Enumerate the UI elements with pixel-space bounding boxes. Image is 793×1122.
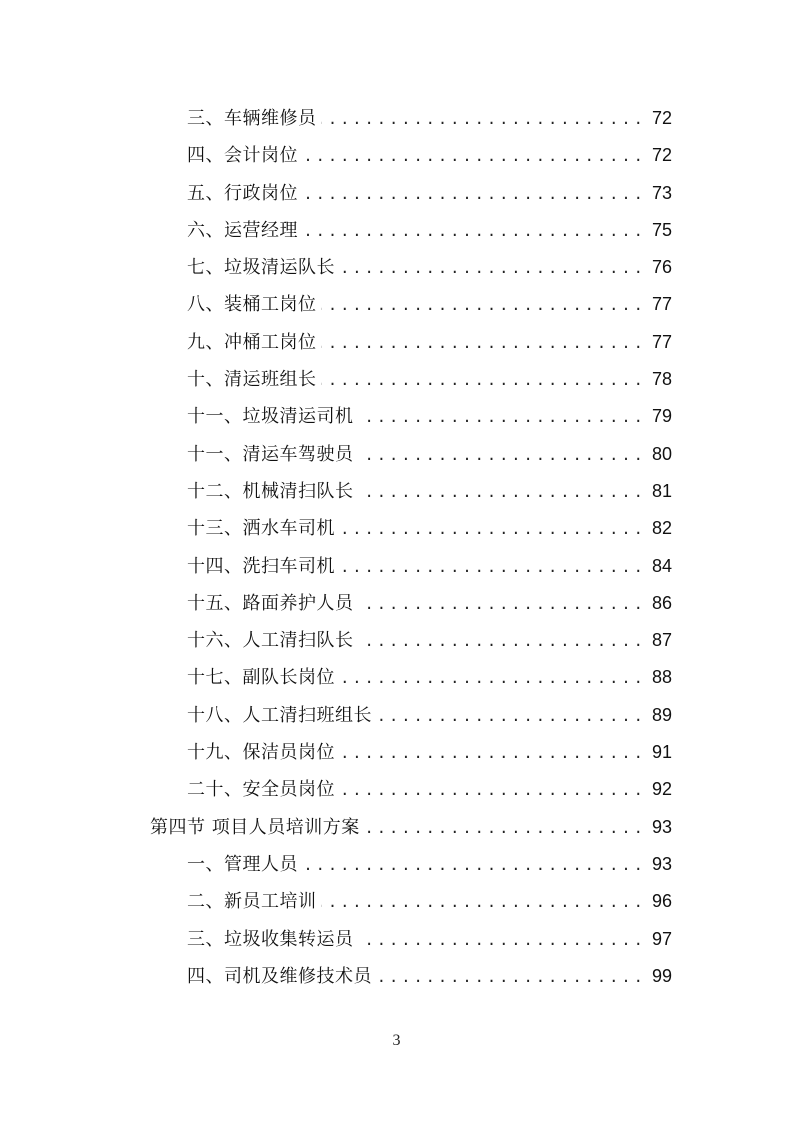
toc-leader-dots — [358, 922, 646, 959]
toc-entry-title: 六、运营经理 — [187, 219, 298, 241]
toc-leader-dots — [339, 549, 646, 586]
toc-leader-dots — [339, 735, 646, 772]
toc-entry-page: 76 — [651, 257, 672, 278]
toc-entry-page: 72 — [651, 145, 672, 166]
toc-leader-dots — [339, 660, 646, 697]
toc-entry[interactable] — [0, 846, 793, 883]
toc-leader-dots — [339, 772, 646, 809]
toc-entry[interactable] — [0, 473, 793, 510]
toc-entry-title: 十六、人工清扫队长 — [187, 630, 354, 652]
toc-entry[interactable] — [0, 212, 793, 249]
toc-leader-dots — [358, 623, 646, 660]
toc-entry-title: 二十、安全员岗位 — [187, 779, 335, 801]
table-of-contents — [0, 100, 793, 995]
toc-entry[interactable] — [0, 286, 793, 323]
toc-entry-page: 75 — [651, 219, 672, 240]
toc-leader-dots — [321, 884, 646, 921]
toc-entry-page: 86 — [651, 592, 672, 613]
toc-entry-title: 第四节 项目人员培训方案 — [150, 816, 360, 838]
toc-entry-page: 72 — [651, 108, 672, 128]
toc-entry-page: 89 — [651, 704, 672, 725]
toc-leader-dots — [321, 101, 646, 138]
toc-entry-title: 四、司机及维修技术员 — [187, 965, 372, 987]
toc-entry-title: 九、冲桶工岗位 — [187, 331, 317, 353]
toc-entry-page: 93 — [651, 853, 672, 874]
toc-leader-dots — [358, 437, 646, 474]
toc-entry-page: 77 — [651, 294, 672, 315]
toc-entry-page: 87 — [651, 630, 672, 651]
toc-entry-title: 十九、保洁员岗位 — [187, 742, 335, 764]
toc-entry-page: 81 — [651, 480, 672, 501]
toc-leader-dots — [364, 810, 646, 847]
toc-entry-page: 96 — [651, 891, 672, 912]
toc-entry[interactable] — [0, 734, 793, 771]
toc-entry-title: 十七、副队长岗位 — [187, 667, 335, 689]
toc-entry[interactable] — [0, 175, 793, 212]
toc-leader-dots — [358, 399, 646, 436]
toc-leader-dots — [321, 287, 646, 324]
toc-entry-page: 93 — [651, 816, 672, 837]
toc-entry-title: 七、垃圾清运队长 — [187, 257, 335, 279]
toc-entry-title: 十二、机械清扫队长 — [187, 480, 354, 502]
page-number: 3 — [392, 1032, 401, 1049]
toc-leader-dots — [339, 511, 646, 548]
toc-entry-title: 十三、洒水车司机 — [187, 518, 335, 540]
toc-entry-page: 73 — [651, 182, 672, 203]
toc-entry-page: 88 — [651, 667, 672, 688]
toc-leader-dots — [339, 250, 646, 287]
toc-leader-dots — [358, 474, 646, 511]
toc-entry-page: 91 — [651, 742, 672, 763]
toc-entry[interactable] — [0, 100, 793, 137]
toc-entry[interactable] — [0, 921, 793, 958]
toc-entry-page: 99 — [651, 965, 672, 986]
toc-leader-dots — [321, 362, 646, 399]
toc-entry[interactable] — [0, 659, 793, 696]
toc-entry[interactable] — [0, 324, 793, 361]
toc-entry[interactable] — [0, 958, 793, 995]
toc-entry-title: 三、车辆维修员 — [187, 108, 317, 129]
toc-leader-dots — [376, 959, 646, 996]
toc-entry-page: 79 — [651, 406, 672, 427]
toc-leader-dots — [302, 138, 646, 175]
toc-entry[interactable] — [0, 137, 793, 174]
toc-entry[interactable] — [0, 548, 793, 585]
toc-entry[interactable] — [0, 771, 793, 808]
toc-entry-page: 97 — [651, 928, 672, 949]
toc-entry-page: 80 — [651, 443, 672, 464]
toc-leader-dots — [302, 847, 646, 884]
toc-entry-title: 二、新员工培训 — [187, 891, 317, 913]
toc-entry[interactable] — [0, 585, 793, 622]
toc-entry-title: 十一、垃圾清运司机 — [187, 406, 354, 428]
toc-entry[interactable] — [0, 249, 793, 286]
toc-leader-dots — [376, 698, 646, 735]
toc-leader-dots — [358, 586, 646, 623]
toc-entry-title: 十四、洗扫车司机 — [187, 555, 335, 577]
toc-entry[interactable] — [0, 622, 793, 659]
toc-leader-dots — [321, 325, 646, 362]
toc-entry-title: 十八、人工清扫班组长 — [187, 704, 372, 726]
toc-entry[interactable] — [0, 809, 793, 846]
toc-entry-page: 92 — [651, 779, 672, 800]
toc-entry[interactable] — [0, 361, 793, 398]
toc-entry-title: 十五、路面养护人员 — [187, 592, 354, 614]
toc-entry-title: 五、行政岗位 — [187, 182, 298, 204]
toc-entry[interactable] — [0, 398, 793, 435]
toc-entry-page: 84 — [651, 555, 672, 576]
toc-entry[interactable] — [0, 436, 793, 473]
toc-entry-page: 78 — [651, 369, 672, 390]
toc-entry-title: 一、管理人员 — [187, 853, 298, 875]
toc-entry[interactable] — [0, 883, 793, 920]
toc-leader-dots — [302, 213, 646, 250]
toc-leader-dots — [302, 176, 646, 213]
toc-entry-title: 十、清运班组长 — [187, 369, 317, 391]
toc-entry[interactable] — [0, 510, 793, 547]
toc-entry-title: 四、会计岗位 — [187, 145, 298, 167]
toc-entry-title: 三、垃圾收集转运员 — [187, 928, 354, 950]
toc-entry-page: 77 — [651, 331, 672, 352]
toc-entry[interactable] — [0, 697, 793, 734]
toc-entry-title: 八、装桶工岗位 — [187, 294, 317, 316]
toc-entry-page: 82 — [651, 518, 672, 539]
toc-entry-title: 十一、清运车驾驶员 — [187, 443, 354, 465]
